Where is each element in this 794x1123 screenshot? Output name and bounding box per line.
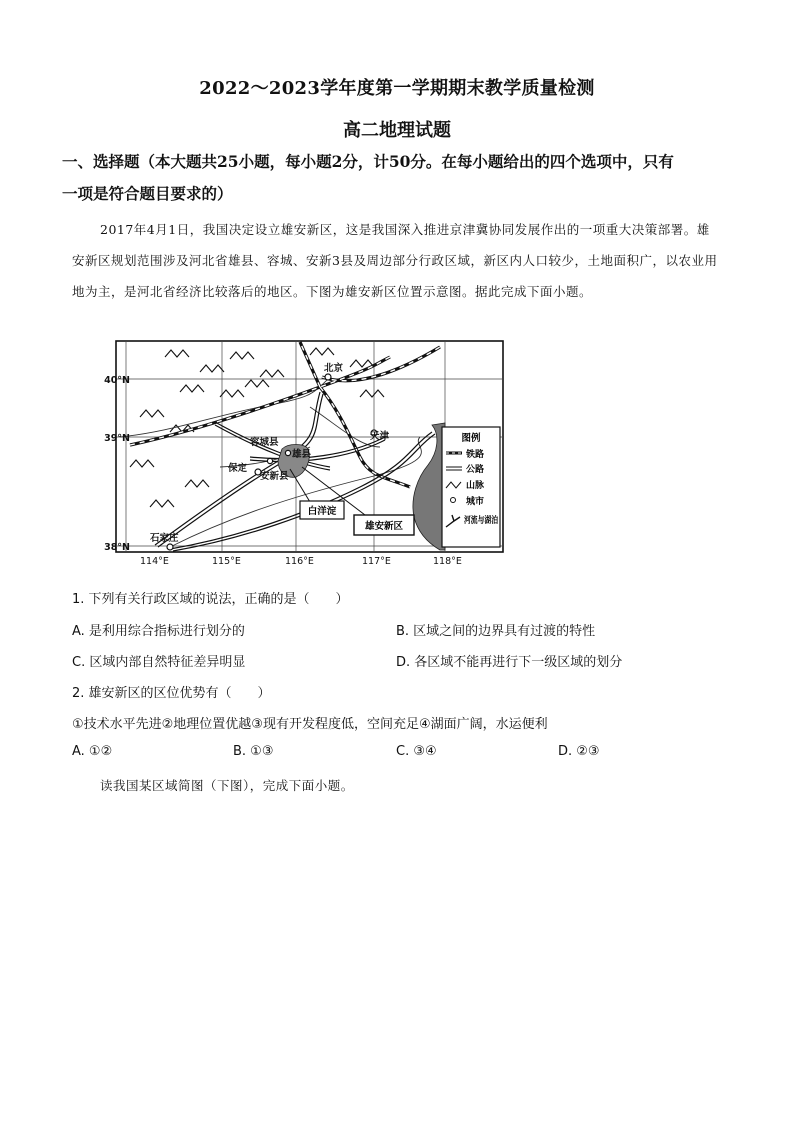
exam-subtitle: 高二地理试题 bbox=[343, 120, 451, 141]
question-2-option-b[interactable]: B. ①③ bbox=[233, 744, 274, 759]
legend-city: 城市 bbox=[466, 497, 485, 507]
city-baoding: 保定 bbox=[228, 463, 248, 474]
section-heading-line1: 一、选择题（本大题共25小题，每小题2分，计50分。在每小题给出的四个选项中，只有 bbox=[62, 152, 674, 171]
xiongan-location-map bbox=[104, 337, 510, 571]
section-heading-line2: 一项是符合题目要求的） bbox=[62, 184, 233, 203]
passage-text: 2017年4月1日，我国决定设立雄安新区，这是我国深入推进京津冀协同发展作出的一项重大决策部署。雄安新区规划范围涉及河北省雄县、容城、安新3县及周边部分行政区域，新区内人口较少，土地面积广，以农业用地为主，是河北省经济比较落后的地区。下图为雄安新区位置示意图。据此完成下面小题。 bbox=[72, 222, 718, 299]
lat-label-40: 40°N bbox=[104, 375, 130, 386]
svg-text:白洋淀: 白洋淀 bbox=[307, 506, 337, 517]
legend-highway: 公路 bbox=[466, 465, 485, 475]
city-shijiazhuang: 石家庄 bbox=[150, 533, 179, 544]
city-beijing: 北京 bbox=[324, 363, 344, 374]
legend-mountain: 山脉 bbox=[466, 481, 485, 491]
city-tianjin: 天津 bbox=[370, 431, 390, 442]
lon-label-118: 118°E bbox=[433, 556, 462, 567]
lat-label-38: 38°N bbox=[104, 542, 130, 553]
city-anxin: 安新县 bbox=[260, 471, 289, 482]
question-1-option-a[interactable]: A. 是利用综合指标进行划分的 bbox=[72, 624, 245, 639]
exam-title: 2022～2023学年度第一学期期末教学质量检测 bbox=[199, 78, 595, 99]
map-legend bbox=[442, 427, 510, 547]
lat-label-39: 39°N bbox=[104, 433, 130, 444]
question-2-option-d[interactable]: D. ②③ bbox=[558, 744, 600, 759]
lon-label-114: 114°E bbox=[140, 556, 169, 567]
city-rongcheng: 容城县 bbox=[250, 437, 279, 448]
question-1-option-b[interactable]: B. 区域之间的边界具有过渡的特性 bbox=[396, 624, 596, 639]
question-2-option-a[interactable]: A. ①② bbox=[72, 744, 113, 759]
lon-label-117: 117°E bbox=[362, 556, 391, 567]
legend-railway: 铁路 bbox=[466, 450, 485, 460]
question-2-option-c[interactable]: C. ③④ bbox=[396, 744, 437, 759]
svg-text:雄安新区: 雄安新区 bbox=[364, 521, 404, 532]
lon-label-116: 116°E bbox=[285, 556, 314, 567]
legend-title: 图例 bbox=[461, 433, 481, 444]
next-passage-intro: 读我国某区域简图（下图），完成下面小题。 bbox=[100, 778, 354, 793]
question-1-option-d[interactable]: D. 各区域不能再进行下一级区域的划分 bbox=[396, 655, 623, 670]
legend-river-lake: 河流与湖泊 bbox=[464, 516, 510, 526]
lon-label-115: 115°E bbox=[212, 556, 241, 567]
question-2-statements: ①技术水平先进②地理位置优越③现有开发程度低，空间充足④湖面广阔，水运便利 bbox=[72, 717, 548, 732]
question-1-option-c[interactable]: C. 区域内部自然特征差异明显 bbox=[72, 655, 246, 670]
city-xiongxian: 雄县 bbox=[292, 449, 312, 460]
question-1-stem: 1. 下列有关行政区域的说法，正确的是（ ） bbox=[72, 592, 349, 607]
question-2-stem: 2. 雄安新区的区位优势有（ ） bbox=[72, 686, 271, 701]
